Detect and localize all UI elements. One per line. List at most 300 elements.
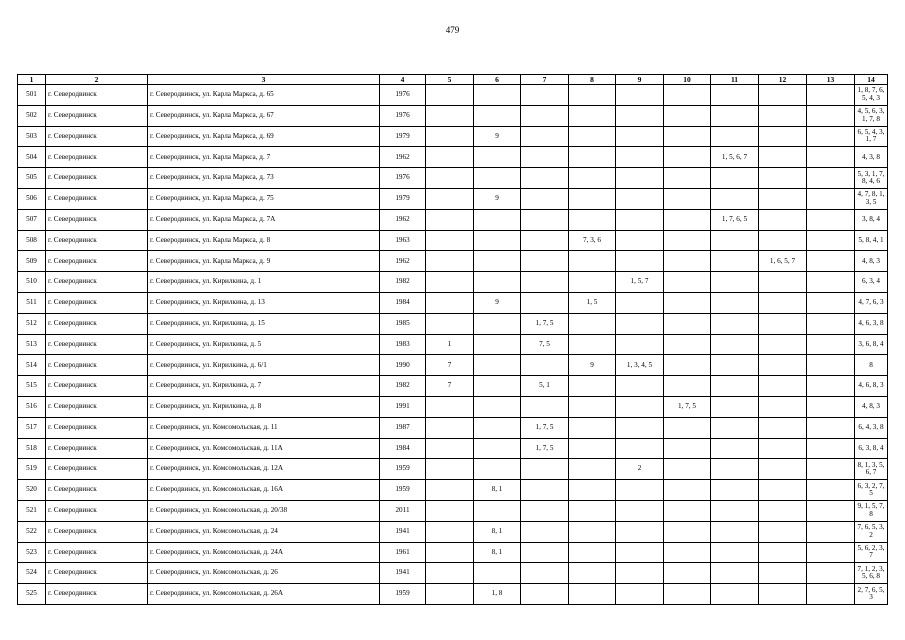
year-cell: 1987 xyxy=(380,417,426,438)
col-13-cell xyxy=(807,126,855,147)
table-row xyxy=(18,292,888,313)
col-13-cell xyxy=(807,376,855,397)
col-5-cell xyxy=(426,168,474,189)
col-11-cell xyxy=(711,251,759,272)
col-7-cell xyxy=(521,459,569,480)
col-12-cell xyxy=(759,230,807,251)
col-7-cell xyxy=(521,105,569,126)
col-6-cell xyxy=(474,459,521,480)
col-10-cell xyxy=(664,230,711,251)
col-5-cell xyxy=(426,85,474,106)
city-cell: г. Северодвинск xyxy=(46,209,148,230)
col-8-cell xyxy=(569,480,616,501)
table-row xyxy=(18,230,888,251)
column-header-1: 1 xyxy=(18,75,46,85)
col-8-cell xyxy=(569,313,616,334)
row-number-cell: 512 xyxy=(18,313,46,334)
col-6-cell xyxy=(474,500,521,521)
table-body xyxy=(18,85,888,605)
address-cell: г. Северодвинск, ул. Комсомольская, д. 12А xyxy=(148,459,380,480)
city-cell: г. Северодвинск xyxy=(46,584,148,605)
col-8-cell xyxy=(569,563,616,584)
col-11-cell xyxy=(711,542,759,563)
col-9-cell xyxy=(616,480,664,501)
address-cell: г. Северодвинск, ул. Карла Маркса, д. 75 xyxy=(148,188,380,209)
col-7-cell xyxy=(521,147,569,168)
city-cell: г. Северодвинск xyxy=(46,542,148,563)
address-cell: г. Северодвинск, ул. Комсомольская, д. 26А xyxy=(148,584,380,605)
col-9-cell xyxy=(616,188,664,209)
column-header-7: 7 xyxy=(521,75,569,85)
col-7-cell: 1, 7, 5 xyxy=(521,438,569,459)
col-7-cell: 5, 1 xyxy=(521,376,569,397)
col-10-cell xyxy=(664,85,711,106)
col-8-cell xyxy=(569,251,616,272)
year-cell: 2011 xyxy=(380,500,426,521)
col-8-cell xyxy=(569,209,616,230)
city-cell: г. Северодвинск xyxy=(46,438,148,459)
address-cell: г. Северодвинск, ул. Кирилкина, д. 8 xyxy=(148,396,380,417)
col-7-cell xyxy=(521,209,569,230)
col-7-cell xyxy=(521,521,569,542)
column-header-3: 3 xyxy=(148,75,380,85)
col-6-cell xyxy=(474,355,521,376)
column-header-9: 9 xyxy=(616,75,664,85)
year-cell: 1982 xyxy=(380,272,426,293)
column-header-11: 11 xyxy=(711,75,759,85)
col-12-cell xyxy=(759,438,807,459)
row-number-cell: 515 xyxy=(18,376,46,397)
col-9-cell xyxy=(616,542,664,563)
table-row xyxy=(18,584,888,605)
col-7-cell: 7, 5 xyxy=(521,334,569,355)
city-cell: г. Северодвинск xyxy=(46,563,148,584)
col-9-cell xyxy=(616,521,664,542)
col-8-cell: 1, 5 xyxy=(569,292,616,313)
col-12-cell xyxy=(759,292,807,313)
address-cell: г. Северодвинск, ул. Комсомольская, д. 11А xyxy=(148,438,380,459)
city-cell: г. Северодвинск xyxy=(46,230,148,251)
col-6-cell: 8, 1 xyxy=(474,480,521,501)
col-9-cell xyxy=(616,396,664,417)
col-9-cell xyxy=(616,168,664,189)
col-11-cell xyxy=(711,355,759,376)
city-cell: г. Северодвинск xyxy=(46,480,148,501)
col-8-cell xyxy=(569,126,616,147)
table-row xyxy=(18,480,888,501)
col-14-cell: 5, 6, 2, 3, 7 xyxy=(855,542,888,563)
col-10-cell xyxy=(664,521,711,542)
address-cell: г. Северодвинск, ул. Карла Маркса, д. 8 xyxy=(148,230,380,251)
table-row xyxy=(18,396,888,417)
col-9-cell xyxy=(616,500,664,521)
col-13-cell xyxy=(807,417,855,438)
year-cell: 1959 xyxy=(380,480,426,501)
column-header-2: 2 xyxy=(46,75,148,85)
table-row xyxy=(18,459,888,480)
col-9-cell: 1, 5, 7 xyxy=(616,272,664,293)
column-header-4: 4 xyxy=(380,75,426,85)
col-13-cell xyxy=(807,542,855,563)
year-cell: 1976 xyxy=(380,168,426,189)
col-12-cell xyxy=(759,417,807,438)
year-cell: 1962 xyxy=(380,147,426,168)
year-cell: 1941 xyxy=(380,521,426,542)
col-12-cell xyxy=(759,480,807,501)
address-cell: г. Северодвинск, ул. Карла Маркса, д. 7 xyxy=(148,147,380,168)
col-14-cell: 4, 5, 6, 3, 1, 7, 8 xyxy=(855,105,888,126)
row-number-cell: 519 xyxy=(18,459,46,480)
row-number-cell: 522 xyxy=(18,521,46,542)
col-7-cell xyxy=(521,188,569,209)
col-5-cell xyxy=(426,542,474,563)
col-6-cell xyxy=(474,396,521,417)
address-cell: г. Северодвинск, ул. Комсомольская, д. 24 xyxy=(148,521,380,542)
col-14-cell: 6, 4, 3, 8 xyxy=(855,417,888,438)
col-11-cell xyxy=(711,188,759,209)
col-7-cell: 1, 7, 5 xyxy=(521,313,569,334)
col-7-cell xyxy=(521,292,569,313)
city-cell: г. Северодвинск xyxy=(46,188,148,209)
address-cell: г. Северодвинск, ул. Карла Маркса, д. 67 xyxy=(148,105,380,126)
year-cell: 1959 xyxy=(380,459,426,480)
col-10-cell xyxy=(664,500,711,521)
col-13-cell xyxy=(807,292,855,313)
col-12-cell xyxy=(759,85,807,106)
row-number-cell: 501 xyxy=(18,85,46,106)
address-cell: г. Северодвинск, ул. Кирилкина, д. 6/1 xyxy=(148,355,380,376)
row-number-cell: 525 xyxy=(18,584,46,605)
col-10-cell xyxy=(664,563,711,584)
col-14-cell: 8, 1, 3, 5, 6, 7 xyxy=(855,459,888,480)
col-11-cell xyxy=(711,584,759,605)
col-8-cell xyxy=(569,334,616,355)
col-12-cell xyxy=(759,313,807,334)
column-header-14: 14 xyxy=(855,75,888,85)
col-8-cell xyxy=(569,459,616,480)
page-number: 479 xyxy=(445,25,460,35)
col-13-cell xyxy=(807,584,855,605)
col-13-cell xyxy=(807,396,855,417)
col-10-cell xyxy=(664,376,711,397)
city-cell: г. Северодвинск xyxy=(46,126,148,147)
row-number-cell: 517 xyxy=(18,417,46,438)
col-11-cell xyxy=(711,459,759,480)
row-number-cell: 511 xyxy=(18,292,46,313)
col-10-cell xyxy=(664,417,711,438)
city-cell: г. Северодвинск xyxy=(46,313,148,334)
year-cell: 1963 xyxy=(380,230,426,251)
address-cell: г. Северодвинск, ул. Кирилкина, д. 1 xyxy=(148,272,380,293)
col-12-cell xyxy=(759,500,807,521)
col-9-cell xyxy=(616,584,664,605)
col-11-cell xyxy=(711,85,759,106)
col-7-cell xyxy=(521,126,569,147)
year-cell: 1990 xyxy=(380,355,426,376)
col-5-cell xyxy=(426,272,474,293)
row-number-cell: 520 xyxy=(18,480,46,501)
col-9-cell xyxy=(616,334,664,355)
col-13-cell xyxy=(807,209,855,230)
city-cell: г. Северодвинск xyxy=(46,396,148,417)
col-11-cell xyxy=(711,126,759,147)
col-5-cell xyxy=(426,251,474,272)
col-14-cell: 4, 8, 3 xyxy=(855,396,888,417)
col-12-cell xyxy=(759,334,807,355)
row-number-cell: 506 xyxy=(18,188,46,209)
col-12-cell xyxy=(759,542,807,563)
address-cell: г. Северодвинск, ул. Кирилкина, д. 13 xyxy=(148,292,380,313)
col-9-cell xyxy=(616,105,664,126)
col-9-cell xyxy=(616,438,664,459)
col-5-cell xyxy=(426,292,474,313)
col-11-cell xyxy=(711,500,759,521)
col-14-cell: 6, 3, 2, 7, 5 xyxy=(855,480,888,501)
city-cell: г. Северодвинск xyxy=(46,272,148,293)
col-10-cell xyxy=(664,355,711,376)
col-9-cell xyxy=(616,376,664,397)
col-13-cell xyxy=(807,188,855,209)
year-cell: 1976 xyxy=(380,85,426,106)
col-5-cell xyxy=(426,126,474,147)
col-8-cell xyxy=(569,168,616,189)
col-5-cell xyxy=(426,396,474,417)
year-cell: 1976 xyxy=(380,105,426,126)
col-14-cell: 3, 8, 4 xyxy=(855,209,888,230)
year-cell: 1985 xyxy=(380,313,426,334)
row-number-cell: 513 xyxy=(18,334,46,355)
housing-table xyxy=(17,74,888,605)
col-10-cell xyxy=(664,251,711,272)
col-8-cell: 9 xyxy=(569,355,616,376)
col-6-cell xyxy=(474,417,521,438)
address-cell: г. Северодвинск, ул. Кирилкина, д. 5 xyxy=(148,334,380,355)
city-cell: г. Северодвинск xyxy=(46,417,148,438)
col-13-cell xyxy=(807,480,855,501)
col-13-cell xyxy=(807,251,855,272)
col-13-cell xyxy=(807,230,855,251)
col-13-cell xyxy=(807,521,855,542)
col-13-cell xyxy=(807,168,855,189)
col-10-cell xyxy=(664,147,711,168)
col-7-cell xyxy=(521,584,569,605)
col-12-cell xyxy=(759,188,807,209)
table-row xyxy=(18,272,888,293)
row-number-cell: 505 xyxy=(18,168,46,189)
col-11-cell xyxy=(711,272,759,293)
col-14-cell: 6, 5, 4, 3, 1, 7 xyxy=(855,126,888,147)
year-cell: 1979 xyxy=(380,126,426,147)
col-9-cell xyxy=(616,209,664,230)
row-number-cell: 516 xyxy=(18,396,46,417)
col-10-cell xyxy=(664,584,711,605)
col-6-cell xyxy=(474,563,521,584)
col-6-cell xyxy=(474,147,521,168)
col-9-cell xyxy=(616,85,664,106)
table-header-row xyxy=(18,75,888,85)
row-number-cell: 508 xyxy=(18,230,46,251)
col-10-cell xyxy=(664,292,711,313)
col-11-cell xyxy=(711,376,759,397)
year-cell: 1984 xyxy=(380,292,426,313)
address-cell: г. Северодвинск, ул. Карла Маркса, д. 7А xyxy=(148,209,380,230)
city-cell: г. Северодвинск xyxy=(46,355,148,376)
city-cell: г. Северодвинск xyxy=(46,376,148,397)
address-cell: г. Северодвинск, ул. Комсомольская, д. 16А xyxy=(148,480,380,501)
city-cell: г. Северодвинск xyxy=(46,147,148,168)
address-cell: г. Северодвинск, ул. Карла Маркса, д. 73 xyxy=(148,168,380,189)
col-5-cell xyxy=(426,521,474,542)
table-row xyxy=(18,334,888,355)
col-11-cell xyxy=(711,105,759,126)
city-cell: г. Северодвинск xyxy=(46,292,148,313)
col-5-cell xyxy=(426,563,474,584)
column-header-5: 5 xyxy=(426,75,474,85)
year-cell: 1991 xyxy=(380,396,426,417)
col-14-cell: 5, 3, 1, 7, 8, 4, 6 xyxy=(855,168,888,189)
col-9-cell xyxy=(616,292,664,313)
col-6-cell xyxy=(474,105,521,126)
table-row xyxy=(18,438,888,459)
col-8-cell xyxy=(569,85,616,106)
col-10-cell: 1, 7, 5 xyxy=(664,396,711,417)
col-5-cell xyxy=(426,438,474,459)
col-10-cell xyxy=(664,105,711,126)
table-row xyxy=(18,188,888,209)
col-8-cell xyxy=(569,147,616,168)
col-7-cell xyxy=(521,480,569,501)
city-cell: г. Северодвинск xyxy=(46,459,148,480)
col-6-cell xyxy=(474,272,521,293)
col-7-cell xyxy=(521,396,569,417)
row-number-cell: 518 xyxy=(18,438,46,459)
col-14-cell: 4, 7, 8, 1, 3, 5 xyxy=(855,188,888,209)
col-9-cell xyxy=(616,417,664,438)
col-6-cell xyxy=(474,168,521,189)
col-14-cell: 4, 6, 8, 3 xyxy=(855,376,888,397)
table-row xyxy=(18,251,888,272)
row-number-cell: 521 xyxy=(18,500,46,521)
city-cell: г. Северодвинск xyxy=(46,500,148,521)
col-7-cell: 1, 7, 5 xyxy=(521,417,569,438)
col-6-cell xyxy=(474,209,521,230)
col-13-cell xyxy=(807,459,855,480)
col-14-cell: 9, 1, 5, 7, 8 xyxy=(855,500,888,521)
address-cell: г. Северодвинск, ул. Карла Маркса, д. 9 xyxy=(148,251,380,272)
address-cell: г. Северодвинск, ул. Карла Маркса, д. 69 xyxy=(148,126,380,147)
column-header-12: 12 xyxy=(759,75,807,85)
col-13-cell xyxy=(807,563,855,584)
col-9-cell xyxy=(616,147,664,168)
col-11-cell xyxy=(711,313,759,334)
col-13-cell xyxy=(807,355,855,376)
row-number-cell: 502 xyxy=(18,105,46,126)
col-12-cell xyxy=(759,147,807,168)
col-8-cell xyxy=(569,105,616,126)
col-12-cell xyxy=(759,396,807,417)
col-12-cell: 1, 6, 5, 7 xyxy=(759,251,807,272)
column-header-13: 13 xyxy=(807,75,855,85)
table-row xyxy=(18,85,888,106)
col-10-cell xyxy=(664,168,711,189)
col-12-cell xyxy=(759,272,807,293)
col-9-cell xyxy=(616,126,664,147)
year-cell: 1941 xyxy=(380,563,426,584)
row-number-cell: 504 xyxy=(18,147,46,168)
col-7-cell xyxy=(521,272,569,293)
col-11-cell: 1, 5, 6, 7 xyxy=(711,147,759,168)
address-cell: г. Северодвинск, ул. Комсомольская, д. 26 xyxy=(148,563,380,584)
col-6-cell: 1, 8 xyxy=(474,584,521,605)
row-number-cell: 524 xyxy=(18,563,46,584)
col-6-cell xyxy=(474,230,521,251)
col-10-cell xyxy=(664,480,711,501)
col-6-cell: 9 xyxy=(474,126,521,147)
table-row xyxy=(18,376,888,397)
city-cell: г. Северодвинск xyxy=(46,85,148,106)
col-11-cell xyxy=(711,396,759,417)
col-9-cell xyxy=(616,313,664,334)
col-14-cell: 1, 8, 7, 6, 5, 4, 3 xyxy=(855,85,888,106)
col-5-cell xyxy=(426,459,474,480)
city-cell: г. Северодвинск xyxy=(46,251,148,272)
col-13-cell xyxy=(807,500,855,521)
year-cell: 1982 xyxy=(380,376,426,397)
col-10-cell xyxy=(664,334,711,355)
col-9-cell: 2 xyxy=(616,459,664,480)
col-8-cell xyxy=(569,438,616,459)
col-8-cell xyxy=(569,417,616,438)
col-14-cell: 6, 3, 4 xyxy=(855,272,888,293)
col-5-cell xyxy=(426,584,474,605)
address-cell: г. Северодвинск, ул. Комсомольская, д. 11 xyxy=(148,417,380,438)
col-8-cell xyxy=(569,396,616,417)
year-cell: 1961 xyxy=(380,542,426,563)
col-9-cell xyxy=(616,230,664,251)
col-10-cell xyxy=(664,313,711,334)
row-number-cell: 523 xyxy=(18,542,46,563)
col-7-cell xyxy=(521,500,569,521)
address-cell: г. Северодвинск, ул. Комсомольская, д. 20/38 xyxy=(148,500,380,521)
table-row xyxy=(18,355,888,376)
col-11-cell xyxy=(711,334,759,355)
table-row xyxy=(18,168,888,189)
table-row xyxy=(18,500,888,521)
col-12-cell xyxy=(759,584,807,605)
col-6-cell xyxy=(474,376,521,397)
table-row xyxy=(18,417,888,438)
row-number-cell: 507 xyxy=(18,209,46,230)
city-cell: г. Северодвинск xyxy=(46,334,148,355)
col-13-cell xyxy=(807,147,855,168)
table-row xyxy=(18,126,888,147)
col-5-cell xyxy=(426,500,474,521)
col-5-cell xyxy=(426,480,474,501)
col-11-cell xyxy=(711,417,759,438)
col-12-cell xyxy=(759,521,807,542)
address-cell: г. Северодвинск, ул. Кирилкина, д. 7 xyxy=(148,376,380,397)
col-10-cell xyxy=(664,209,711,230)
col-13-cell xyxy=(807,85,855,106)
address-cell: г. Северодвинск, ул. Кирилкина, д. 15 xyxy=(148,313,380,334)
col-6-cell xyxy=(474,334,521,355)
table-row xyxy=(18,105,888,126)
col-12-cell xyxy=(759,563,807,584)
col-9-cell xyxy=(616,563,664,584)
row-number-cell: 514 xyxy=(18,355,46,376)
col-6-cell xyxy=(474,85,521,106)
col-11-cell xyxy=(711,438,759,459)
